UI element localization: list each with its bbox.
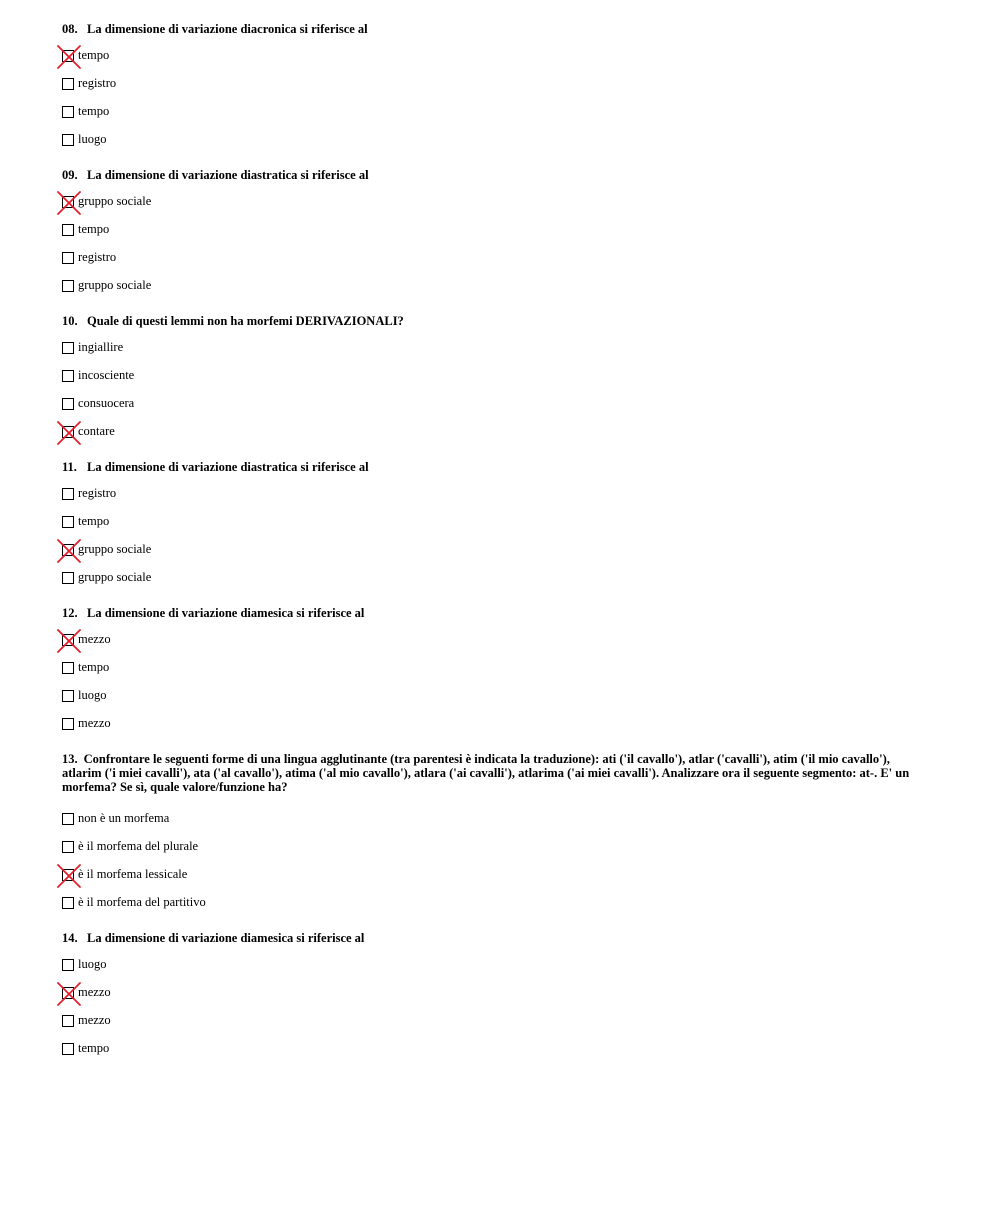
answer-option[interactable] xyxy=(62,980,932,1008)
answer-option[interactable] xyxy=(62,1036,932,1064)
answer-label: luogo xyxy=(78,688,107,702)
answer-option[interactable] xyxy=(62,419,932,447)
answer-label: è il morfema del partitivo xyxy=(78,895,206,909)
cross-mark-icon xyxy=(57,45,81,69)
checkbox-icon[interactable] xyxy=(62,572,74,584)
answer-option[interactable] xyxy=(62,655,932,683)
answer-label: contare xyxy=(78,424,115,438)
answer-option[interactable] xyxy=(62,565,932,593)
quiz-page xyxy=(62,22,932,1077)
answer-option[interactable] xyxy=(62,189,932,217)
checkbox-icon[interactable] xyxy=(62,1043,74,1055)
answer-option[interactable] xyxy=(62,509,932,537)
answer-label: mezzo xyxy=(78,632,111,646)
cross-mark-icon xyxy=(57,191,81,215)
answer-option[interactable] xyxy=(62,273,932,301)
answer-label: è il morfema lessicale xyxy=(78,867,188,881)
checkbox-checked-icon[interactable] xyxy=(62,544,74,556)
answer-label: registro xyxy=(78,250,117,264)
question-title xyxy=(62,168,932,182)
question-14 xyxy=(62,931,932,1077)
answer-option[interactable] xyxy=(62,537,932,565)
checkbox-checked-icon[interactable] xyxy=(62,634,74,646)
checkbox-icon[interactable] xyxy=(62,342,74,354)
answer-option[interactable] xyxy=(62,245,932,273)
cross-mark-icon xyxy=(57,629,81,653)
answer-label: gruppo sociale xyxy=(78,194,152,208)
answer-option[interactable] xyxy=(62,127,932,155)
cross-mark-icon xyxy=(57,421,81,445)
answer-label: è il morfema del plurale xyxy=(78,839,199,853)
question-spacer xyxy=(62,918,932,931)
checkbox-icon[interactable] xyxy=(62,134,74,146)
question-number: 10. xyxy=(62,314,78,328)
checkbox-icon[interactable] xyxy=(62,488,74,500)
answer-label: gruppo sociale xyxy=(78,570,152,584)
cross-mark-icon xyxy=(57,864,81,888)
answer-label: tempo xyxy=(78,1041,110,1055)
question-12 xyxy=(62,606,932,752)
question-10 xyxy=(62,314,932,460)
answer-option[interactable] xyxy=(62,71,932,99)
checkbox-icon[interactable] xyxy=(62,813,74,825)
answer-label: incosciente xyxy=(78,368,135,382)
answer-label: tempo xyxy=(78,222,110,236)
question-text: La dimensione di variazione diacronica si riferisce al xyxy=(87,22,368,36)
question-09 xyxy=(62,168,932,314)
question-text: Confrontare le seguenti forme di una lingua agglutinante (tra parentesi è indicata la traduzione): ati ('il cavallo'), atlar ('cavalli'), atim ('il mio cavallo'), atlarim ('i miei cavalli'), ata ('al cavallo'), atima ('al mio cavallo'), atlara ('ai cavalli'), atlarima ('ai miei cavalli'). Analizzare ora il seguente segmento: at-. E' un morfema? Se sì, quale valore/funzione ha? xyxy=(62,752,910,794)
question-text: La dimensione di variazione diastratica si riferisce al xyxy=(87,460,369,474)
answer-label: ingiallire xyxy=(78,340,124,354)
question-spacer xyxy=(62,593,932,606)
question-number: 14. xyxy=(62,931,78,945)
checkbox-checked-icon[interactable] xyxy=(62,987,74,999)
answer-option[interactable] xyxy=(62,217,932,245)
answer-label: tempo xyxy=(78,514,110,528)
checkbox-checked-icon[interactable] xyxy=(62,426,74,438)
question-spacer xyxy=(62,155,932,168)
answer-option[interactable] xyxy=(62,335,932,363)
checkbox-icon[interactable] xyxy=(62,398,74,410)
checkbox-icon[interactable] xyxy=(62,662,74,674)
question-08 xyxy=(62,22,932,168)
question-title xyxy=(62,606,932,620)
question-number: 09. xyxy=(62,168,78,182)
question-title xyxy=(62,752,932,794)
question-text: Quale di questi lemmi non ha morfemi DERIVAZIONALI? xyxy=(87,314,404,328)
question-number: 12. xyxy=(62,606,78,620)
answer-option[interactable] xyxy=(62,363,932,391)
question-number: 11. xyxy=(62,460,77,474)
answer-label: registro xyxy=(78,486,117,500)
cross-mark-icon xyxy=(57,982,81,1006)
checkbox-icon[interactable] xyxy=(62,959,74,971)
question-number: 13. xyxy=(62,752,78,766)
answer-label: gruppo sociale xyxy=(78,542,152,556)
checkbox-checked-icon[interactable] xyxy=(62,869,74,881)
question-title xyxy=(62,22,932,36)
answer-label: consuocera xyxy=(78,396,135,410)
answer-label: non è un morfema xyxy=(78,811,170,825)
answer-label: tempo xyxy=(78,660,110,674)
answer-label: tempo xyxy=(78,104,110,118)
answer-option[interactable] xyxy=(62,1008,932,1036)
cross-mark-icon xyxy=(57,539,81,563)
answer-option[interactable] xyxy=(62,862,932,890)
answer-option[interactable] xyxy=(62,683,932,711)
checkbox-checked-icon[interactable] xyxy=(62,50,74,62)
answer-label: mezzo xyxy=(78,1013,111,1027)
answer-option[interactable] xyxy=(62,43,932,71)
answer-label: registro xyxy=(78,76,117,90)
answer-option[interactable] xyxy=(62,711,932,739)
checkbox-icon[interactable] xyxy=(62,690,74,702)
question-text: La dimensione di variazione diamesica si riferisce al xyxy=(87,606,365,620)
question-title xyxy=(62,460,932,474)
checkbox-icon[interactable] xyxy=(62,516,74,528)
checkbox-icon[interactable] xyxy=(62,252,74,264)
question-spacer xyxy=(62,301,932,314)
question-spacer xyxy=(62,739,932,752)
answer-option[interactable] xyxy=(62,806,932,834)
question-number: 08. xyxy=(62,22,78,36)
checkbox-checked-icon[interactable] xyxy=(62,196,74,208)
question-13 xyxy=(62,752,932,931)
checkbox-icon[interactable] xyxy=(62,280,74,292)
answer-label: tempo xyxy=(78,48,110,62)
checkbox-icon[interactable] xyxy=(62,1015,74,1027)
answer-option[interactable] xyxy=(62,834,932,862)
checkbox-icon[interactable] xyxy=(62,897,74,909)
answer-option[interactable] xyxy=(62,481,932,509)
checkbox-icon[interactable] xyxy=(62,78,74,90)
answer-label: luogo xyxy=(78,957,107,971)
answer-label: gruppo sociale xyxy=(78,278,152,292)
answer-option[interactable] xyxy=(62,890,932,918)
question-text: La dimensione di variazione diamesica si riferisce al xyxy=(87,931,365,945)
question-spacer xyxy=(62,1064,932,1077)
checkbox-icon[interactable] xyxy=(62,224,74,236)
checkbox-icon[interactable] xyxy=(62,106,74,118)
answer-label: luogo xyxy=(78,132,107,146)
checkbox-icon[interactable] xyxy=(62,718,74,730)
answer-label: mezzo xyxy=(78,985,111,999)
answer-option[interactable] xyxy=(62,627,932,655)
answer-label: mezzo xyxy=(78,716,111,730)
checkbox-icon[interactable] xyxy=(62,841,74,853)
question-11 xyxy=(62,460,932,606)
answer-option[interactable] xyxy=(62,391,932,419)
checkbox-icon[interactable] xyxy=(62,370,74,382)
answer-option[interactable] xyxy=(62,99,932,127)
question-spacer xyxy=(62,447,932,460)
answer-option[interactable] xyxy=(62,952,932,980)
question-title xyxy=(62,931,932,945)
question-text: La dimensione di variazione diastratica si riferisce al xyxy=(87,168,369,182)
question-title xyxy=(62,314,932,328)
